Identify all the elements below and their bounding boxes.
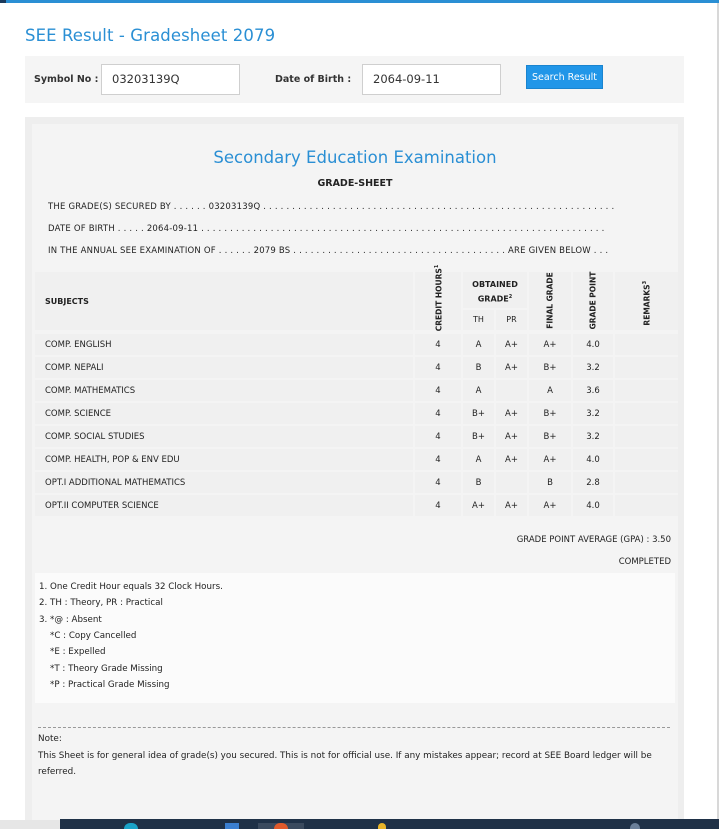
tray-icon[interactable] [630, 823, 640, 829]
header-obtained-grade: OBTAINED GRADE$^2$ [472, 280, 518, 304]
top-accent-corner [0, 0, 6, 3]
dob-label: Date of Birth : [275, 74, 352, 85]
cell-credit: 4 [435, 409, 441, 419]
result-status: COMPLETED [618, 557, 671, 567]
cell-th: B [475, 478, 482, 488]
cell-pr: A+ [505, 363, 518, 373]
cell-credit: 4 [435, 478, 441, 488]
exam-line: IN THE ANNUAL SEE EXAMINATION OF . . . . . . 2079 BS . . . . . . . . . . . . . . . . . . . . . . . . . . . . . . . . . . . . . ARE GIVEN BELOW . . . [48, 246, 609, 256]
cell-remarks-bg [615, 426, 678, 447]
header-final-grade: FINAL GRADE [545, 272, 555, 329]
cell-th: B [475, 363, 482, 373]
dob-input[interactable]: 2064-09-11 [362, 64, 501, 95]
note-block [38, 731, 678, 781]
header-grade-point: GRADE POINT [588, 271, 598, 330]
cell-th: A [475, 386, 482, 396]
cell-final: B [547, 478, 553, 488]
cell-remarks-bg [615, 449, 678, 470]
cell-th: B+ [472, 432, 485, 442]
cell-pr: A+ [505, 455, 518, 465]
footnote-item: 1. One Credit Hour equals 32 Clock Hours. [39, 582, 223, 592]
cell-pr: A+ [505, 501, 518, 511]
browser-icon[interactable] [124, 823, 138, 829]
cell-final: B+ [543, 432, 557, 442]
search-result-button[interactable]: Search Result [526, 65, 603, 89]
cell-pr-bg [496, 380, 527, 401]
cell-grade-point: 3.2 [586, 363, 600, 373]
cell-final: A+ [543, 340, 557, 350]
symbol-label: Symbol No : [34, 74, 99, 85]
dob-line: DATE OF BIRTH . . . . . 2064-09-11 . . . . . . . . . . . . . . . . . . . . . . . . . . . . . . . . . . . . . . . . . . . . . . . . . . . . . . . . . . . . . . . . . . . . . . [48, 224, 605, 234]
note-divider [38, 727, 670, 728]
cell-final: B+ [543, 409, 557, 419]
cell-grade-point: 2.8 [586, 478, 600, 488]
cell-credit: 4 [435, 363, 441, 373]
secured-by-line: THE GRADE(S) SECURED BY . . . . . . 03203139Q . . . . . . . . . . . . . . . . . . . . . . . . . . . . . . . . . . . . . . . . . . . . . . . . . . . . . . . . . . . . . [48, 202, 615, 212]
gradesheet-heading: GRADE-SHEET [317, 178, 393, 189]
cell-credit: 4 [435, 340, 441, 350]
cell-th: A [475, 455, 482, 465]
gpa-summary: GRADE POINT AVERAGE (GPA) : 3.50 [516, 535, 671, 545]
cell-grade-point: 4.0 [586, 501, 600, 511]
footnote-item: *P : Practical Grade Missing [50, 680, 170, 690]
cell-subject: COMP. MATHEMATICS [45, 386, 136, 396]
header-cell-subjects [35, 272, 413, 330]
cell-credit: 4 [435, 432, 441, 442]
cell-final: A+ [543, 455, 557, 465]
folder-icon[interactable] [225, 823, 239, 829]
page-title: SEE Result - Gradesheet 2079 [25, 26, 276, 45]
footnote-item: *T : Theory Grade Missing [50, 664, 163, 674]
taskbar-gap [0, 820, 60, 829]
cell-remarks-bg [615, 495, 678, 516]
footnote-item: 3. *@ : Absent [39, 615, 102, 625]
cell-remarks-bg [615, 403, 678, 424]
header-subjects: SUBJECTS [45, 297, 89, 306]
cell-subject: COMP. SOCIAL STUDIES [45, 432, 145, 442]
cell-credit: 4 [435, 386, 441, 396]
cell-th: B+ [472, 409, 485, 419]
cell-remarks-bg [615, 357, 678, 378]
header-pr: PR [506, 315, 517, 324]
cell-grade-point: 3.2 [586, 409, 600, 419]
cell-grade-point: 3.2 [586, 432, 600, 442]
cell-subject: OPT.I ADDITIONAL MATHEMATICS [45, 478, 186, 488]
cell-pr: A+ [505, 340, 518, 350]
top-accent-bar [0, 0, 719, 3]
header-remarks: REMARKS$^3$ [641, 280, 652, 326]
cell-grade-point: 3.6 [586, 386, 600, 396]
cell-subject: COMP. SCIENCE [45, 409, 112, 419]
app-icon[interactable] [274, 823, 288, 829]
taskbar [60, 819, 719, 829]
header-credit-hours: CREDIT HOURS$^1$ [433, 264, 444, 332]
footnote-item: *E : Expelled [50, 647, 106, 657]
cell-subject: COMP. HEALTH, POP & ENV EDU [45, 455, 180, 465]
footnote-item: *C : Copy Cancelled [50, 631, 137, 641]
cell-pr-bg [496, 472, 527, 493]
cell-final: A [547, 386, 553, 396]
cell-th: A [475, 340, 482, 350]
header-th: TH [473, 315, 484, 324]
cell-subject: COMP. NEPALI [45, 363, 104, 373]
cell-grade-point: 4.0 [586, 455, 600, 465]
exam-title: Secondary Education Examination [213, 148, 497, 167]
note-title: Note: [38, 734, 62, 744]
cell-final: B+ [543, 363, 557, 373]
cell-credit: 4 [435, 501, 441, 511]
cell-remarks-bg [615, 472, 678, 493]
warning-icon[interactable] [378, 823, 386, 829]
cell-th: A+ [472, 501, 485, 511]
note-text: This Sheet is for general idea of grade(s) you secured. This is not for official use. If any mistakes appear; record at SEE Board ledger will be referred. [38, 750, 652, 777]
cell-subject: COMP. ENGLISH [45, 340, 112, 350]
cell-pr: A+ [505, 432, 518, 442]
cell-pr: A+ [505, 409, 518, 419]
cell-remarks-bg [615, 334, 678, 355]
cell-remarks-bg [615, 380, 678, 401]
symbol-input[interactable]: 03203139Q [101, 64, 240, 95]
cell-final: A+ [543, 501, 557, 511]
cell-subject: OPT.II COMPUTER SCIENCE [45, 501, 159, 511]
cell-grade-point: 4.0 [586, 340, 600, 350]
cell-credit: 4 [435, 455, 441, 465]
footnote-item: 2. TH : Theory, PR : Practical [39, 598, 163, 608]
